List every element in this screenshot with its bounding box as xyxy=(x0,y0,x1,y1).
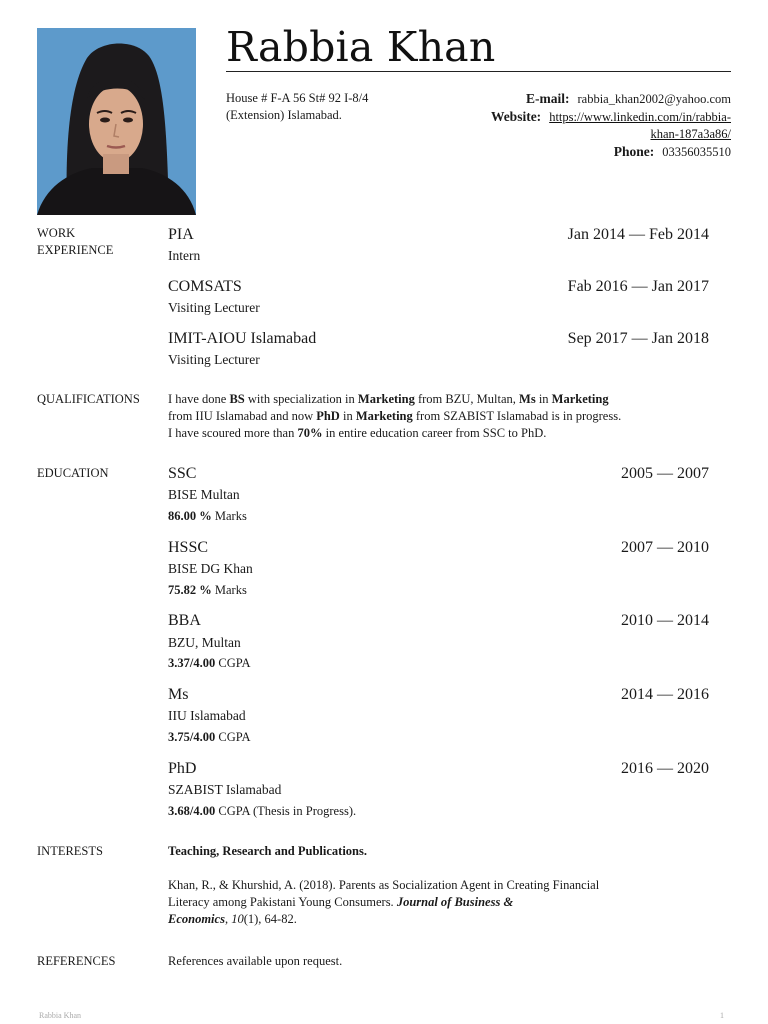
website-row-continued xyxy=(420,126,731,143)
education-grade: 3.68/4.00 CGPA (Thesis in Progress). xyxy=(168,804,357,818)
address-line: (Extension) Islamabad. xyxy=(226,108,342,122)
education-title: BBA xyxy=(168,612,201,629)
email-row xyxy=(420,90,731,108)
address-line: House # F-A 56 St# 92 I-8/4 xyxy=(226,91,369,105)
work-date: Fab 2016 — Jan 2017 xyxy=(567,278,709,295)
qualifications-line: I have done BS with specialization in Marketing from BZU, Multan, Ms in Marketing xyxy=(168,392,609,406)
section-label-interests: INTERESTS xyxy=(37,844,103,858)
section-label-line: EXPERIENCE xyxy=(37,243,114,257)
website-link[interactable]: https://www.linkedin.com/in/rabbia- xyxy=(549,110,731,124)
education-date: 2016 — 2020 xyxy=(621,760,709,777)
education-date: 2014 — 2016 xyxy=(621,686,709,703)
interests-heading: Teaching, Research and Publications. xyxy=(168,844,367,858)
portrait-image xyxy=(37,28,196,215)
name-divider xyxy=(226,71,731,72)
footer-page-number: 1 xyxy=(720,1011,724,1020)
education-school: SZABIST Islamabad xyxy=(168,782,282,797)
section-label-qualifications: QUALIFICATIONS xyxy=(37,392,140,406)
education-grade: 86.00 % Marks xyxy=(168,509,247,523)
education-title: SSC xyxy=(168,465,197,482)
email-label: E-mail: xyxy=(526,91,570,106)
education-grade: 3.37/4.00 CGPA xyxy=(168,656,251,670)
website-link-continued[interactable]: khan-187a3a86/ xyxy=(650,127,731,141)
section-label-work xyxy=(37,225,162,259)
citation-line: Khan, R., & Khurshid, A. (2018). Parents as Socialization Agent in Creating Financial xyxy=(168,878,600,892)
references-text: References available upon request. xyxy=(168,954,343,968)
website-label: Website: xyxy=(490,109,542,124)
section-label-line: WORK xyxy=(37,226,76,240)
work-title: PIA xyxy=(168,226,194,243)
profile-photo xyxy=(37,28,196,215)
qualifications-line: I have scoured more than 70% in entire education career from SSC to PhD. xyxy=(168,426,547,440)
address-block xyxy=(226,90,426,124)
education-date: 2005 — 2007 xyxy=(621,465,709,482)
contact-block xyxy=(420,90,731,161)
phone-label: Phone: xyxy=(613,144,655,159)
phone-value: 03356035510 xyxy=(662,145,731,159)
citation-line: Economics, 10(1), 64-82. xyxy=(168,912,297,926)
education-school: BZU, Multan xyxy=(168,635,241,650)
work-role: Visiting Lecturer xyxy=(168,300,260,315)
work-role: Visiting Lecturer xyxy=(168,352,260,367)
education-date: 2007 — 2010 xyxy=(621,539,709,556)
work-date: Jan 2014 — Feb 2014 xyxy=(567,226,709,243)
education-school: IIU Islamabad xyxy=(168,708,246,723)
work-role: Intern xyxy=(168,248,201,263)
website-row xyxy=(420,108,731,126)
publication-citation xyxy=(168,877,728,928)
work-title: IMIT-AIOU Islamabad xyxy=(168,330,317,347)
phone-row xyxy=(420,143,731,161)
education-grade: 75.82 % Marks xyxy=(168,583,247,597)
section-label-references: REFERENCES xyxy=(37,954,116,968)
education-title: Ms xyxy=(168,686,189,703)
qualifications-paragraph xyxy=(168,391,728,442)
section-label-education: EDUCATION xyxy=(37,466,109,480)
education-title: HSSC xyxy=(168,539,209,556)
education-title: PhD xyxy=(168,760,197,777)
citation-line: Literacy among Pakistani Young Consumers. Journal of Business & xyxy=(168,895,514,909)
education-grade: 3.75/4.00 CGPA xyxy=(168,730,251,744)
education-school: BISE Multan xyxy=(168,487,240,502)
qualifications-line: from IIU Islamabad and now PhD in Marketing from SZABIST Islamabad is in progress. xyxy=(168,409,622,423)
work-title: COMSATS xyxy=(168,278,242,295)
candidate-name: Rabbia Khan xyxy=(226,23,496,71)
education-date: 2010 — 2014 xyxy=(621,612,709,629)
email-value[interactable]: rabbia_khan2002@yahoo.com xyxy=(577,92,731,106)
work-date: Sep 2017 — Jan 2018 xyxy=(567,330,709,347)
footer-name: Rabbia Khan xyxy=(39,1011,81,1020)
education-school: BISE DG Khan xyxy=(168,561,253,576)
